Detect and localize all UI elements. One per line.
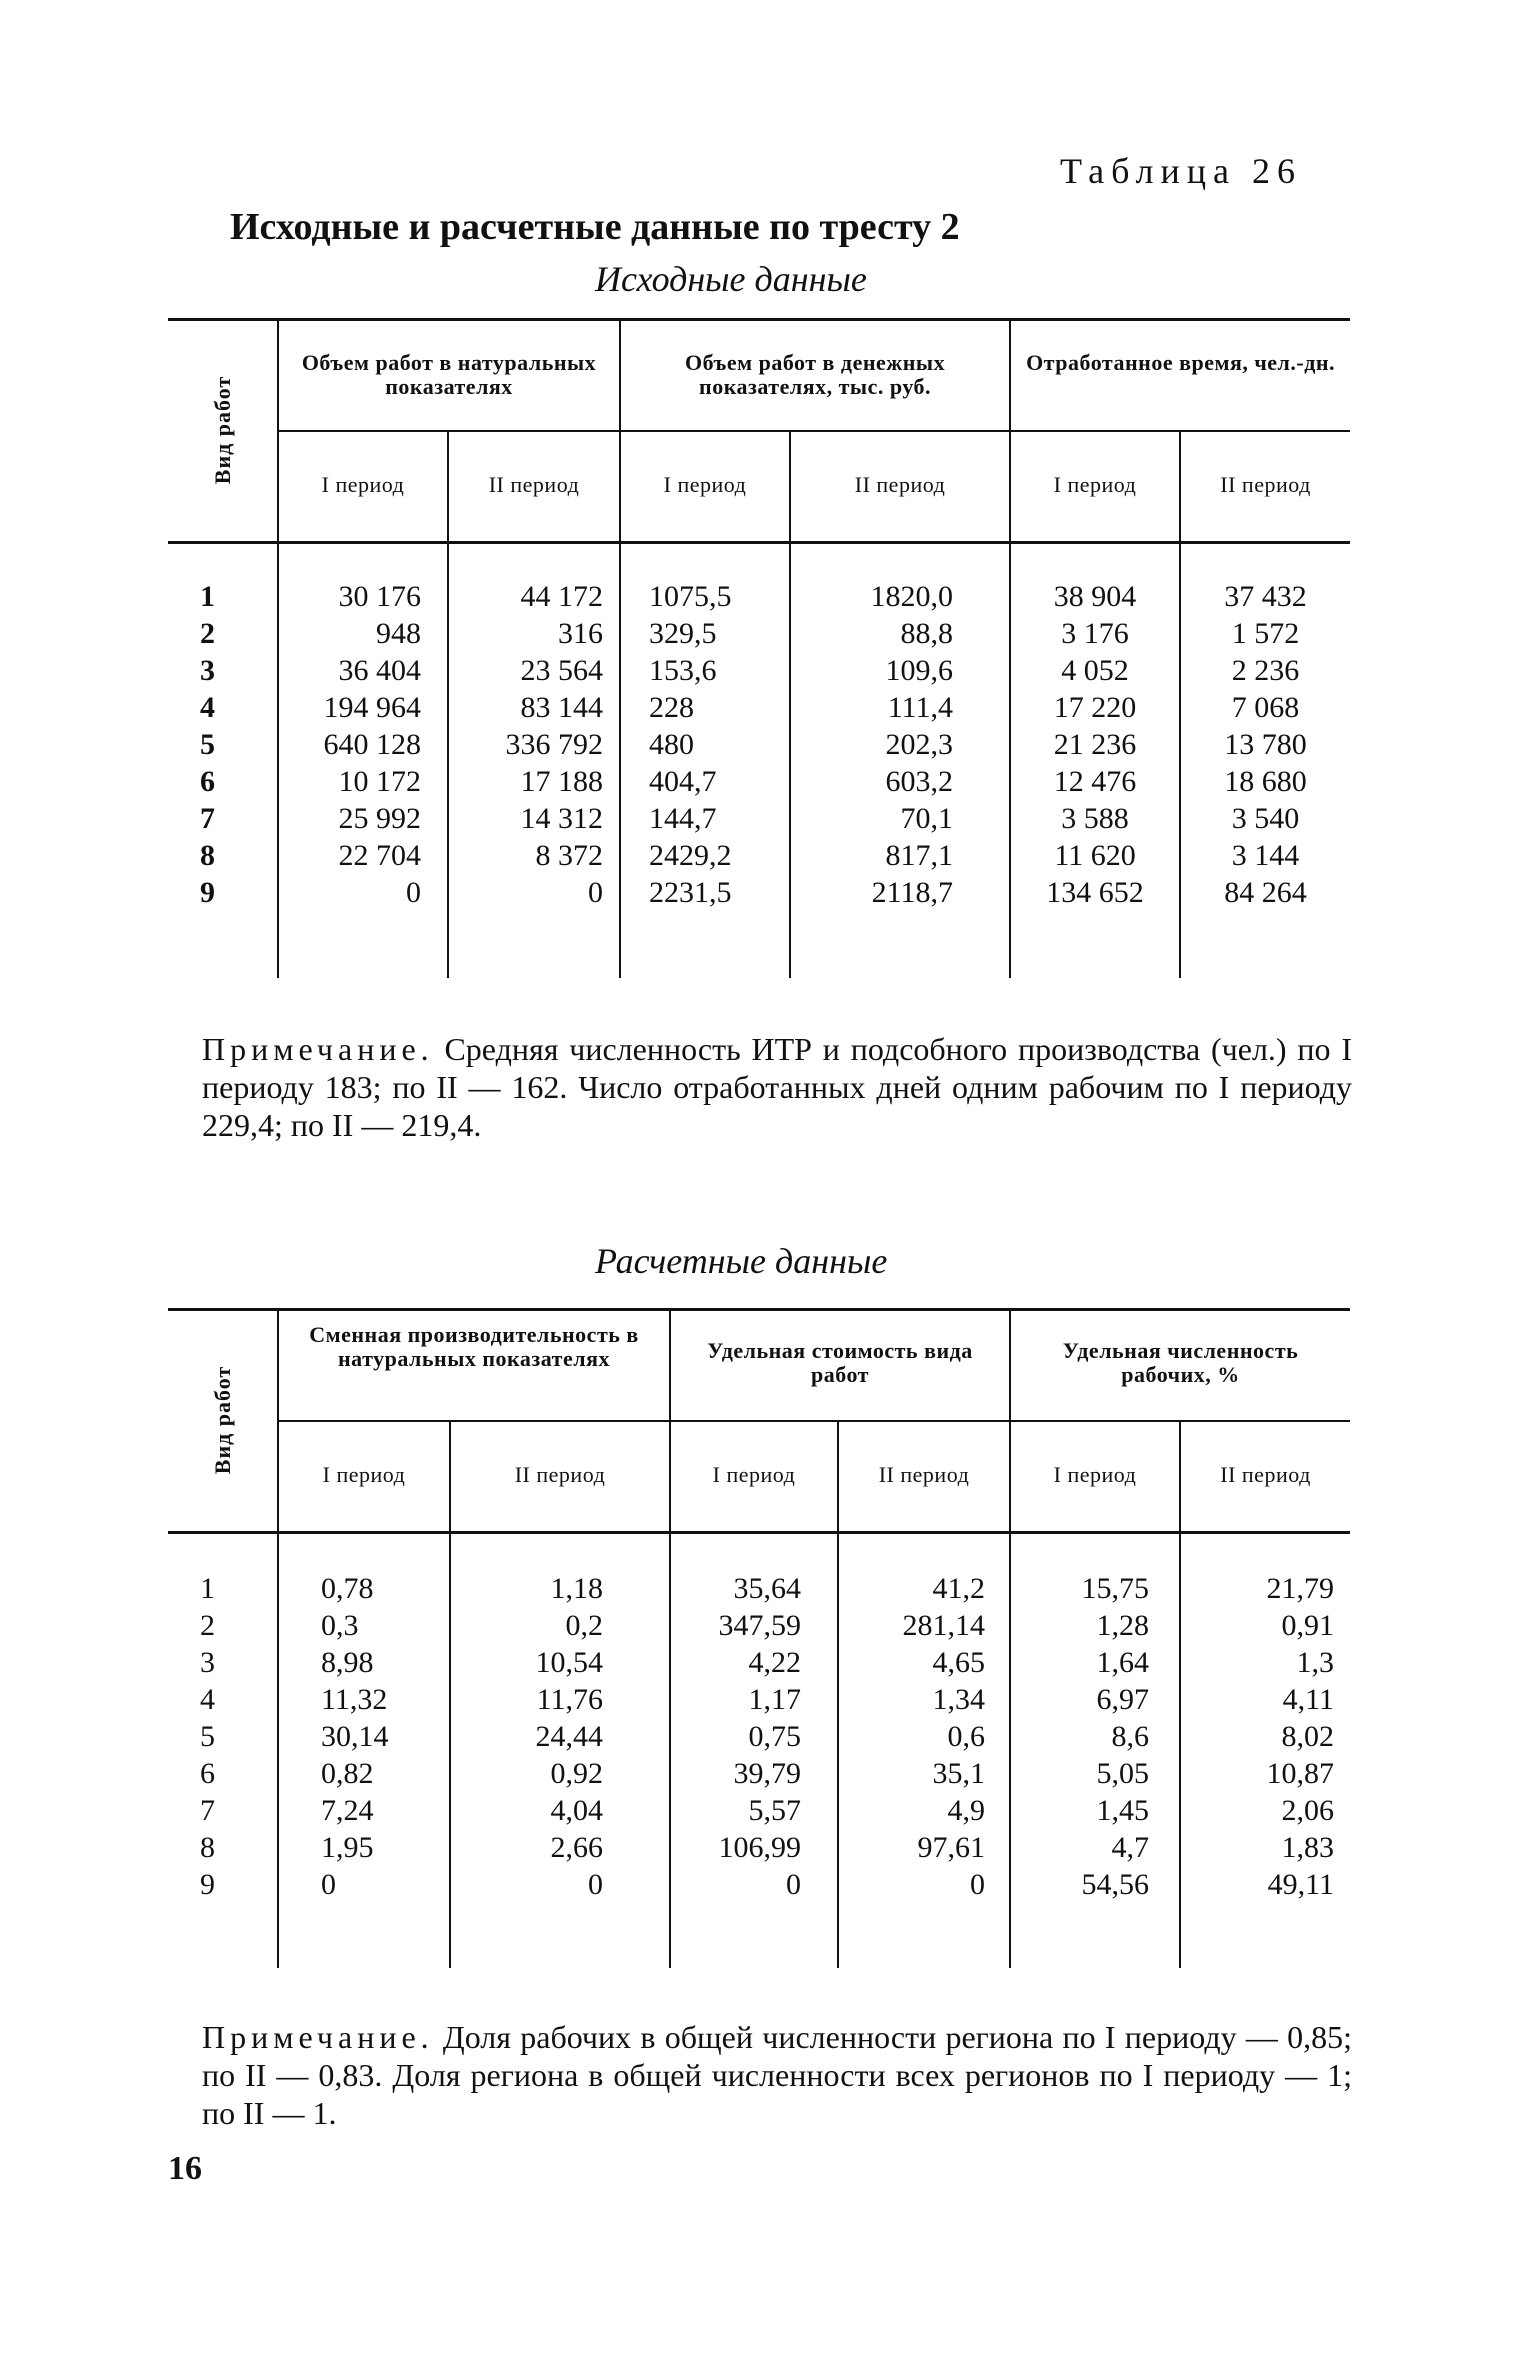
- table-cell: 5,57: [748, 1794, 801, 1827]
- row-header-label: Вид работ: [210, 1365, 235, 1475]
- table-cell: 329,5: [649, 617, 717, 650]
- table-cell: 44 172: [520, 580, 604, 613]
- table-cell: 6,97: [1096, 1683, 1150, 1716]
- note-calculated-data: [202, 2018, 1352, 2132]
- table-cell: 15,75: [1081, 1572, 1150, 1605]
- table-cell: 36 404: [338, 654, 421, 687]
- row-id: 9: [200, 1868, 215, 1901]
- row-id: 9: [200, 876, 215, 909]
- table-cell: 1075,5: [649, 580, 732, 613]
- table-cell: 603,2: [885, 765, 954, 798]
- page-title: Исходные и расчетные данные по тресту 2: [230, 206, 960, 248]
- table-cell: 0,92: [550, 1757, 603, 1790]
- table-cell: 0,6: [947, 1720, 986, 1753]
- period-1-header: I период: [663, 472, 747, 497]
- table-cell: 14 312: [520, 802, 604, 835]
- table-cell: 0,78: [321, 1572, 374, 1605]
- section-title-calculated-data: Расчетные данные: [595, 1241, 888, 1281]
- row-id: 1: [200, 580, 215, 613]
- table-cell: 1,83: [1281, 1831, 1335, 1864]
- table-cell: 2,06: [1281, 1794, 1335, 1827]
- table-cell: 11 620: [1054, 839, 1136, 872]
- row-id: 2: [200, 1609, 215, 1642]
- table-cell: 1 572: [1231, 617, 1300, 650]
- table-cell: 4,11: [1282, 1683, 1335, 1716]
- table-cell: 88,8: [900, 617, 954, 650]
- table-cell: 2231,5: [649, 876, 732, 909]
- table-cell: 3 540: [1231, 802, 1300, 835]
- period-1-header: I период: [321, 472, 405, 497]
- table-cell: 0,91: [1281, 1609, 1335, 1642]
- table-cell: 8,98: [321, 1646, 374, 1679]
- table-cell: 10 172: [338, 765, 421, 798]
- table-cell: 134 652: [1046, 876, 1144, 909]
- table-cell: 4,65: [932, 1646, 986, 1679]
- table-cell: 7 068: [1231, 691, 1300, 724]
- table-cell: 12 476: [1053, 765, 1137, 798]
- table-cell: 1,18: [550, 1572, 603, 1605]
- row-header-label: Вид работ: [210, 375, 235, 485]
- group-header-money-volume: Объем работ в денежных показателях, тыс. руб.: [684, 350, 946, 399]
- table-cell: 144,7: [649, 802, 717, 835]
- page-number: 16: [168, 2150, 202, 2187]
- row-id: 3: [200, 654, 215, 687]
- table-cell: 83 144: [520, 691, 604, 724]
- table-cell: 111,4: [887, 691, 954, 724]
- table-cell: 22 704: [338, 839, 421, 872]
- table-cell: 316: [558, 617, 604, 650]
- note-lead: Примечание.: [202, 1031, 434, 1067]
- period-2-header: II период: [878, 1462, 970, 1487]
- note-lead: Примечание.: [202, 2019, 434, 2055]
- group-header-shift-productivity: Сменная производительность в натуральных показателях: [309, 1322, 639, 1371]
- table-cell: 25 992: [338, 802, 421, 835]
- table-cell: 35,1: [932, 1757, 986, 1790]
- row-id: 2: [200, 617, 215, 650]
- note-source-data: [202, 1030, 1352, 1144]
- row-id: 3: [200, 1646, 215, 1679]
- table-cell: 4,04: [550, 1794, 603, 1827]
- group-header-natural-volume: Объем работ в натуральных показателях: [301, 350, 597, 399]
- table-cell: 41,2: [932, 1572, 986, 1605]
- period-1-header: I период: [1053, 472, 1137, 497]
- table-cell: 4,9: [947, 1794, 986, 1827]
- table-cell: 0: [321, 1868, 336, 1901]
- period-2-header: II период: [488, 472, 580, 497]
- table-cell: 817,1: [885, 839, 954, 872]
- calculated-data-table: [168, 1308, 1350, 1968]
- table-cell: 8 372: [535, 839, 604, 872]
- section-title-source-data: Исходные данные: [595, 259, 867, 299]
- period-2-header: II период: [854, 472, 946, 497]
- table-cell: 21 236: [1053, 728, 1137, 761]
- table-cell: 17 188: [520, 765, 604, 798]
- group-header-unit-cost: Удельная стоимость вида работ: [707, 1338, 973, 1387]
- table-cell: 948: [376, 617, 421, 650]
- table-cell: 30 176: [338, 580, 421, 613]
- table-cell: 10,54: [535, 1646, 603, 1679]
- table-cell: 1,34: [932, 1683, 986, 1716]
- table-cell: 228: [649, 691, 695, 724]
- table-cell: 24,44: [535, 1720, 603, 1753]
- table-cell: 194 964: [323, 691, 421, 724]
- table-cell: 4 052: [1061, 654, 1129, 687]
- table-cell: 153,6: [649, 654, 717, 687]
- table-cell: 202,3: [885, 728, 954, 761]
- table-cell: 70,1: [900, 802, 954, 835]
- table-cell: 0,82: [321, 1757, 374, 1790]
- group-header-worked-time: Отработанное время, чел.-дн.: [1026, 350, 1336, 375]
- row-id: 4: [200, 691, 215, 724]
- table-cell: 1,28: [1096, 1609, 1150, 1642]
- table-cell: 0: [588, 876, 604, 909]
- table-cell: 0: [406, 876, 421, 909]
- row-id: 5: [200, 728, 215, 761]
- table-cell: 30,14: [321, 1720, 389, 1753]
- row-id: 7: [200, 802, 215, 835]
- row-id: 4: [200, 1683, 215, 1716]
- table-cell: 84 264: [1224, 876, 1307, 909]
- table-cell: 4,22: [748, 1646, 801, 1679]
- table-cell: 18 680: [1224, 765, 1307, 798]
- table-cell: 2429,2: [649, 839, 732, 872]
- period-1-header: I период: [1053, 1462, 1137, 1487]
- table-cell: 0: [970, 1868, 986, 1901]
- table-cell: 3 176: [1061, 617, 1129, 650]
- table-cell: 3 588: [1061, 802, 1129, 835]
- table-cell: 1,64: [1096, 1646, 1150, 1679]
- table-cell: 1820,0: [870, 580, 954, 613]
- table-cell: 2118,7: [871, 876, 954, 909]
- group-header-unit-headcount: Удельная численность рабочих, %: [1062, 1338, 1299, 1387]
- note-text: Доля рабочих в общей численности региона по I периоду — 0,85; по II — 0,83. Доля региона в общей численности всех регионов по I периоду — 1; по II — 1.: [202, 2019, 1352, 2131]
- table-cell: 21,79: [1266, 1572, 1335, 1605]
- table-cell: 336 792: [505, 728, 604, 761]
- table-cell: 35,64: [733, 1572, 801, 1605]
- table-cell: 97,61: [917, 1831, 986, 1864]
- period-1-header: I период: [712, 1462, 796, 1487]
- table-cell: 2 236: [1231, 654, 1300, 687]
- table-cell: 1,45: [1096, 1794, 1150, 1827]
- table-cell: 281,14: [902, 1609, 986, 1642]
- source-data-table: [168, 318, 1350, 978]
- table-cell: 1,3: [1296, 1646, 1335, 1679]
- period-1-header: I период: [322, 1462, 406, 1487]
- table-cell: 7,24: [321, 1794, 374, 1827]
- period-2-header: II период: [514, 1462, 606, 1487]
- period-2-header: II период: [1220, 1462, 1311, 1487]
- table-cell: 640 128: [323, 728, 421, 761]
- row-id: 6: [200, 1757, 215, 1790]
- table-cell: 480: [649, 728, 695, 761]
- table-cell: 13 780: [1224, 728, 1307, 761]
- row-id: 8: [200, 839, 215, 872]
- table-cell: 106,99: [718, 1831, 801, 1864]
- table-cell: 11,32: [321, 1683, 388, 1716]
- table-cell: 23 564: [520, 654, 604, 687]
- note-text: Средняя численность ИТР и подсобного производства (чел.) по I периоду 183; по II — 162. Число отработанных дней одним рабочим по I периоду 229,4; по II — 219,4.: [202, 1031, 1352, 1143]
- row-id: 5: [200, 1720, 215, 1753]
- table-cell: 49,11: [1267, 1868, 1335, 1901]
- table-cell: 17 220: [1053, 691, 1137, 724]
- table-cell: 0: [786, 1868, 801, 1901]
- table-label: Таблица 26: [1060, 151, 1302, 191]
- table-cell: 0,75: [748, 1720, 801, 1753]
- period-2-header: II период: [1220, 472, 1311, 497]
- table-cell: 4,7: [1111, 1831, 1150, 1864]
- table-cell: 54,56: [1081, 1868, 1150, 1901]
- table-cell: 38 904: [1053, 580, 1137, 613]
- table-cell: 1,17: [748, 1683, 801, 1716]
- table-cell: 8,6: [1111, 1720, 1150, 1753]
- table-cell: 3 144: [1231, 839, 1300, 872]
- table-cell: 39,79: [733, 1757, 801, 1790]
- table-cell: 5,05: [1096, 1757, 1150, 1790]
- table-cell: 10,87: [1266, 1757, 1335, 1790]
- table-cell: 11,76: [536, 1683, 603, 1716]
- table-cell: 404,7: [649, 765, 717, 798]
- table-cell: 8,02: [1281, 1720, 1335, 1753]
- table-cell: 1,95: [321, 1831, 374, 1864]
- row-id: 1: [200, 1572, 215, 1605]
- table-cell: 0: [588, 1868, 603, 1901]
- table-cell: 347,59: [718, 1609, 801, 1642]
- table-cell: 109,6: [885, 654, 954, 687]
- table-cell: 37 432: [1224, 580, 1307, 613]
- table-cell: 0,3: [321, 1609, 359, 1642]
- row-id: 6: [200, 765, 215, 798]
- table-cell: 2,66: [550, 1831, 603, 1864]
- row-id: 7: [200, 1794, 215, 1827]
- table-cell: 0,2: [565, 1609, 603, 1642]
- row-id: 8: [200, 1831, 215, 1864]
